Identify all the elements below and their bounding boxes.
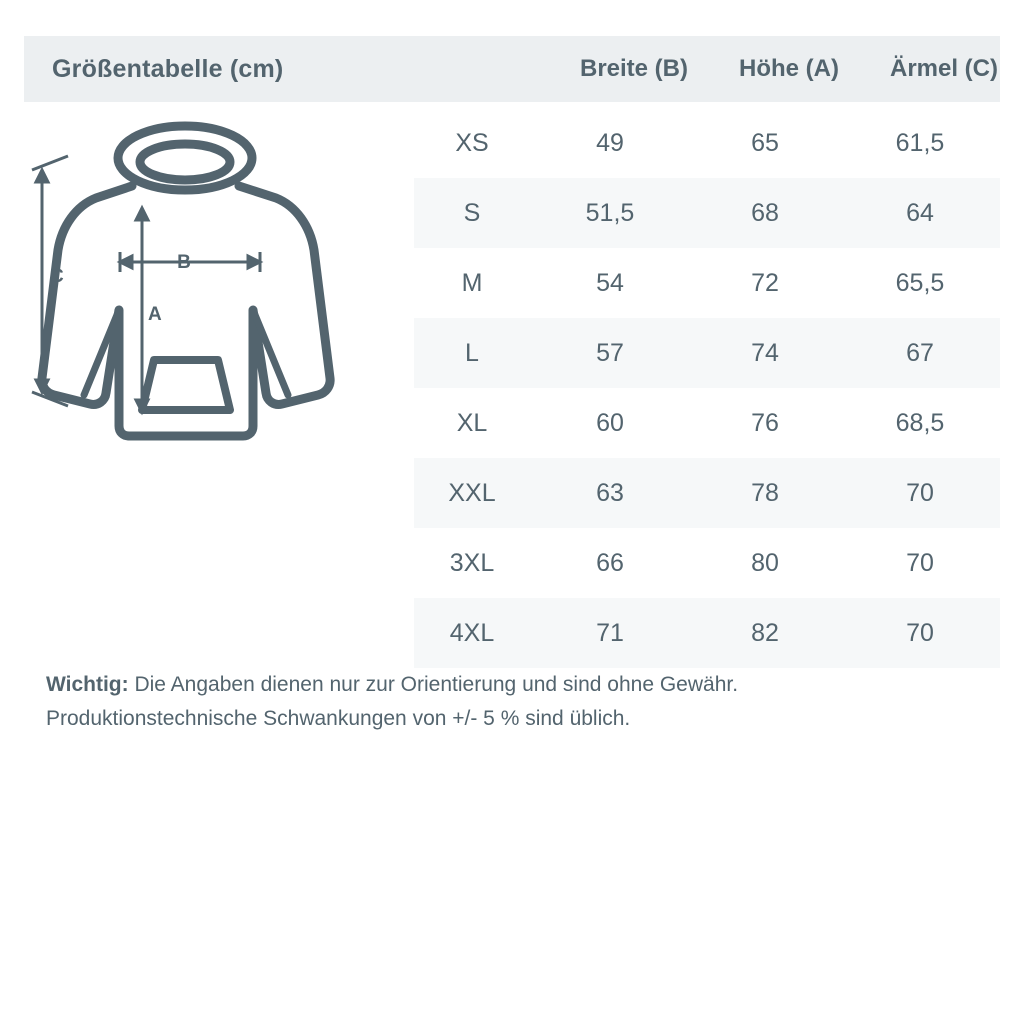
cell-width: 51,5 [585,198,635,227]
cell-height: 76 [751,408,779,437]
table-row [414,528,1000,598]
table-row [414,108,1000,178]
cell-sleeve: 61,5 [895,128,945,157]
cell-size: XL [456,408,488,437]
cell-height: 74 [751,338,779,367]
cell-height: 78 [751,478,779,507]
cell-sleeve: 70 [906,478,934,507]
table-row [414,458,1000,528]
cell-size: L [465,338,479,367]
cell-width: 66 [596,548,624,577]
size-table [414,108,1000,668]
cell-sleeve: 68,5 [895,408,945,437]
cell-height: 72 [751,268,779,297]
cell-size: S [463,198,481,227]
cell-sleeve: 70 [906,548,934,577]
label-b: B [177,252,191,273]
cell-width: 54 [596,268,624,297]
cell-size: 3XL [449,548,495,577]
cell-width: 63 [596,478,624,507]
cell-sleeve: 65,5 [895,268,945,297]
cell-height: 68 [751,198,779,227]
hoodie-illustration [24,110,424,460]
cell-width: 57 [596,338,624,367]
disclaimer-line1: Die Angaben dienen nur zur Orientierung und sind ohne Gewähr. [128,673,739,696]
cell-height: 82 [751,618,779,647]
cell-sleeve: 67 [906,338,934,367]
cell-size: 4XL [449,618,495,647]
table-row [414,598,1000,668]
cell-sleeve: 70 [906,618,934,647]
cell-width: 71 [596,618,624,647]
cell-height: 80 [751,548,779,577]
cell-height: 65 [751,128,779,157]
table-row [414,248,1000,318]
table-row [414,178,1000,248]
cell-sleeve: 64 [906,198,934,227]
cell-size: XS [455,128,489,157]
cell-width: 60 [596,408,624,437]
table-header [24,36,1000,102]
label-a: A [148,304,162,325]
label-c: C [50,266,64,287]
cell-width: 49 [596,128,624,157]
table-row [414,388,1000,458]
column-header-sleeve: Ärmel (C) [889,55,998,82]
column-header-height: Höhe (A) [739,55,839,82]
column-headers [444,36,1024,102]
disclaimer-line2: Produktionstechnische Schwankungen von +/- 5 % sind üblich. [46,707,631,730]
cell-size: M [461,268,483,297]
cell-size: XXL [448,478,496,507]
page-title: Größentabelle (cm) [52,54,284,83]
disclaimer-label: Wichtig: [46,673,129,696]
table-row [414,318,1000,388]
column-header-width: Breite (B) [579,55,688,82]
disclaimer-note [46,668,986,736]
